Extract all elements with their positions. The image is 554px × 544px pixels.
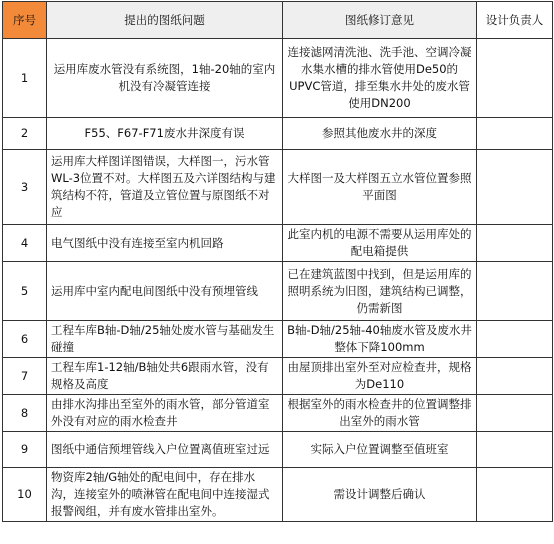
row-index: 10 (3, 468, 47, 522)
table-row (3, 39, 553, 118)
row-revision: 参照其他废水井的深度 (283, 118, 477, 150)
row-designer (477, 321, 553, 358)
row-issue: 由排水沟排出至室外的雨水管，部分管道室外没有对应的雨水检查井 (47, 395, 283, 432)
row-issue: F55、F67-F71废水井深度有误 (47, 118, 283, 150)
row-designer (477, 358, 553, 395)
row-designer (477, 150, 553, 225)
table-row (3, 395, 553, 432)
row-issue: 运用库大样图详图错误，大样图一，污水管WL-3位置不对。大样图五及六详图结构与建筑结构不符，管道及立管位置与原图纸不对应 (47, 150, 283, 225)
row-revision: 大样图一及大样图五立水管位置参照平面图 (283, 150, 477, 225)
header-issue: 提出的图纸问题 (47, 2, 283, 39)
row-issue: 电气图纸中没有连接至室内机回路 (47, 225, 283, 262)
row-revision: 实际入户位置调整至值班室 (283, 432, 477, 468)
table-row (3, 358, 553, 395)
row-designer (477, 432, 553, 468)
row-index: 6 (3, 321, 47, 358)
row-revision: 由屋顶排出室外至对应检查井，规格为De110 (283, 358, 477, 395)
table-row (3, 262, 553, 321)
table-row (3, 321, 553, 358)
row-issue: 物资库2轴/G轴处的配电间中，存在排水沟，连接室外的喷淋管在配电间中连接湿式报警阀组，并有废水管排出室外。 (47, 468, 283, 522)
row-issue: 工程车库1-12轴/B轴处共6跟雨水管，没有规格及高度 (47, 358, 283, 395)
drawing-review-table (2, 1, 553, 522)
table-row (3, 225, 553, 262)
header-revision: 图纸修订意见 (283, 2, 477, 39)
table-row (3, 150, 553, 225)
row-revision: B轴-D轴/25轴-40轴废水管及废水井整体下降100mm (283, 321, 477, 358)
row-index: 9 (3, 432, 47, 468)
row-designer (477, 262, 553, 321)
row-revision: 根据室外的雨水检查井的位置调整排出室外的雨水管 (283, 395, 477, 432)
row-issue: 运用库废水管没有系统图，1轴-20轴的室内机没有冷凝管连接 (47, 39, 283, 118)
row-index: 2 (3, 118, 47, 150)
row-revision: 连接滤网清洗池、洗手池、空调冷凝水集水槽的排水管使用De50的UPVC管道，排至集水井处的废水管使用DN200 (283, 39, 477, 118)
row-index: 5 (3, 262, 47, 321)
table-row (3, 432, 553, 468)
row-index: 7 (3, 358, 47, 395)
row-index: 8 (3, 395, 47, 432)
row-revision: 需设计调整后确认 (283, 468, 477, 522)
row-revision: 已在建筑蓝图中找到，但是运用库的照明系统为旧图，建筑结构已调整，仍需新图 (283, 262, 477, 321)
table-header-row (3, 2, 553, 39)
table-row (3, 468, 553, 522)
header-index: 序号 (3, 2, 47, 39)
row-index: 4 (3, 225, 47, 262)
row-designer (477, 395, 553, 432)
header-designer: 设计负责人 (477, 2, 553, 39)
row-index: 1 (3, 39, 47, 118)
row-designer (477, 225, 553, 262)
row-index: 3 (3, 150, 47, 225)
row-revision: 此室内机的电源不需要从运用库处的配电箱提供 (283, 225, 477, 262)
row-issue: 运用库中室内配电间图纸中没有预埋管线 (47, 262, 283, 321)
row-designer (477, 468, 553, 522)
row-issue: 工程车库B轴-D轴/25轴处废水管与基础发生碰撞 (47, 321, 283, 358)
row-designer (477, 39, 553, 118)
row-designer (477, 118, 553, 150)
row-issue: 图纸中通信预埋管线入户位置离值班室过远 (47, 432, 283, 468)
table-row (3, 118, 553, 150)
